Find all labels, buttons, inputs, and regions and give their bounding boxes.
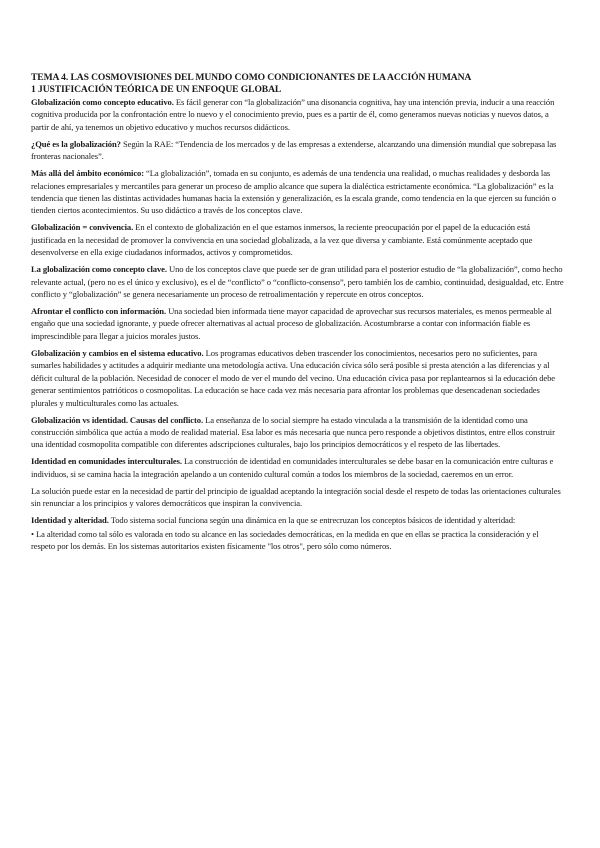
paragraph-text: En el contexto de globalización en el que estamos inmersos, la reciente preocupación por el papel de la educación está justificada en la necesidad de promover la convivencia en una sociedad globalizada, a la vez que diversa y cambiante. Está comúnmente aceptado que desenvolverse en ella exige ciudadanos informados, activos y comprometidos.: [31, 222, 533, 258]
paragraph-mas-alla-ambito-economico: [31, 167, 564, 217]
paragraph-globalizacion-vs-identidad: [31, 414, 564, 451]
paragraph-heading: La globalización como concepto clave.: [31, 264, 167, 275]
title-line-2: 1 JUSTIFICACIÓN TEÓRICA DE UN ENFOQUE GLOBAL: [31, 83, 282, 95]
paragraph-text: Una sociedad bien informada tiene mayor capacidad de aprovechar sus recursos materiales, es menos permeable al engaño que una sociedad ignorante, y puede ofrecer alternativas al actual proceso de globalización. Acostumbrarse a contar con información fiable es imprescindible para llegar a juicios morales justos.: [31, 306, 552, 341]
paragraph-heading: Globalización y cambios en el sistema educativo.: [31, 347, 204, 358]
bullet-item-alteridad: [31, 528, 564, 553]
paragraph-cambios-sistema-educativo: [31, 347, 564, 409]
paragraph-heading: Afrontar el conflicto con información.: [31, 306, 167, 317]
paragraph-globalizacion-convivencia: [31, 221, 564, 258]
paragraph-text: Es fácil generar con “la globalización” una disonancia cognitiva, hay una intención previa, inducir a una reacción cognitiva producida por la confrontación entre lo nuevo y el conocimiento previo, pues es a partir de él, como generamos nuevas noticias y nuevos datos, a partir de ahí, ya tenemos un objetivo educativo y muchos recursos didácticos.: [31, 97, 555, 132]
paragraph-text: La enseñanza de lo social siempre ha estado vinculada a la transmisión de la identidad como una construcción simbólica que actúa a modo de realidad material. Esa labor es más necesaria que nunca pero responde a objetivos distintos, entre ellos construir una identidad cosmopolita compatible con diferentes adscripciones culturales, bajo los principios democráticos y el respeto de las libertades.: [31, 414, 555, 450]
paragraph-concepto-clave: [31, 263, 564, 300]
paragraph-globalizacion-concepto-educativo: [31, 96, 564, 133]
paragraph-identidad-alteridad: [31, 514, 564, 526]
paragraph-heading: Globalización = convivencia.: [31, 222, 134, 233]
paragraph-text: La construcción de identidad en comunidades interculturales se debe basar en la comunicación entre culturas e individuos, si se camina hacia la integración apelando a un contenido cultural común a todos los miembros de la sociedad, caeremos en un error.: [31, 456, 554, 479]
paragraph-heading: Más allá del ámbito económico:: [31, 168, 144, 179]
paragraph-afrontar-conflicto: [31, 305, 564, 342]
paragraph-heading: Identidad en comunidades interculturales.: [31, 456, 182, 467]
paragraph-heading: Globalización como concepto educativo.: [31, 97, 174, 107]
document-title: [31, 72, 564, 95]
paragraph-heading: ¿Qué es la globalización?: [31, 138, 121, 149]
paragraph-text: Los programas educativos deben trascender los conocimientos, necesarios pero no suficientes, para sumarles habilidades y actitudes a adquirir mediante una metodología activa. Una educación cívica sólo será posible si presta atención a las diferencias y al déficit cultural de la población. Necesidad de conocer el modo de ver el mundo del vecino. Una educación cívica pasa por replantearnos si la educación debe generar sentimientos patrióticos o cosmopolitas. La educación se hace cada vez más necesaria para afrontar los problemas que desencadenan sociedades plurales y multiculturales como las actuales.: [31, 347, 556, 408]
paragraph-text: Uno de los conceptos clave que puede ser de gran utilidad para el posterior estudio de “la globalización”, como hecho relevante actual, (pero no es el único y exclusivo), es el de “conflicto” o “conflicto-consenso”, pero también los de cambio, continuidad, desigualdad, etc. Entre conflicto y “globalización” se genera necesariamente un proceso de retroalimentación y repercute en otros conceptos.: [31, 264, 564, 300]
paragraph-text: La solución puede estar en la necesidad de partir del principio de igualdad aceptando la integración social desde el respeto de todas las orientaciones culturales sin renunciar a los principios y valores democráticos que inspiran la convivencia.: [31, 485, 561, 509]
title-line-1: TEMA 4. LAS COSMOVISIONES DEL MUNDO COMO CONDICIONANTES DE LA ACCIÓN HUMANA: [31, 72, 472, 83]
paragraph-que-es-la-globalizacion: [31, 138, 564, 163]
paragraph-solucion-igualdad: [31, 485, 564, 510]
paragraph-text: “La globalización”, tomada en su conjunto, es además de una tendencia una realidad, o muchas realidades y desborda las relaciones empresariales y mercantiles para generar un proceso de amplio alcance que supera la dialéctica estrictamente económica. “La globalización” es la tendencia que tienen las distintas actividades humanas hacia la extensión y generalización, es la escala grande, como tendencia en la que ejercen su función o tienden ciertos acontecimientos. Su uso didáctico a través de los conceptos clave.: [31, 168, 556, 216]
paragraph-heading: Identidad y alteridad.: [31, 515, 109, 526]
paragraph-text: Todo sistema social funciona según una dinámica en la que se entrecruzan los conceptos básicos de identidad y alteridad:: [108, 515, 516, 526]
paragraph-heading: Globalización vs identidad. Causas del conflicto.: [31, 414, 204, 425]
paragraph-identidad-comunidades-interculturales: [31, 455, 564, 480]
paragraph-text: Según la RAE: “Tendencia de los mercados y de las empresas a extenderse, alcanzando una dimensión mundial que sobrepasa las fronteras nacionales”.: [31, 138, 557, 162]
paragraph-text: • La alteridad como tal sólo es valorada en todo su alcance en las sociedades democráticas, en la medida en que en ellas se practica la consideración y el respeto por los demás. En los sistemas autoritarios existen físicamente "los otros", pero sólo como números.: [31, 528, 539, 551]
